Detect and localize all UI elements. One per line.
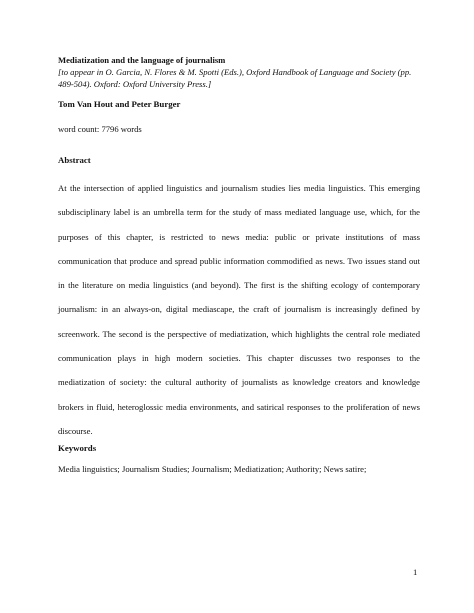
abstract-body: At the intersection of applied linguistics and journalism studies lies media linguistics. This emerging subdisciplinary label is an umbrella term for the study of mass mediated language use, which, for the purposes of this chapter, is restricted to news media: public or private institutions of mass communication that produce and spread public information commodified as news. Two issues stand out in the literature on media linguistics (and beyond). The first is the shifting ecology of contemporary journalism: in an always-on, digital mediascape, the craft of journalism is increasingly defined by screenwork. The second is the perspective of mediatization, which highlights the central role mediated communication plays in high modern societies. This chapter discusses two responses to the mediatization of society: the cultural authority of journalists as knowledge creators and knowledge brokers in fluid, heteroglossic media environments, and satirical responses to the proliferation of news discourse. bbox=[58, 183, 420, 436]
authors: Tom Van Hout and Peter Burger bbox=[58, 99, 181, 109]
keywords-heading: Keywords bbox=[58, 443, 97, 453]
keywords-list: Media linguistics; Journalism Studies; Journalism; Mediatization; Authority; News satire; bbox=[58, 464, 367, 474]
abstract-heading: Abstract bbox=[58, 155, 91, 165]
page-number: 1 bbox=[413, 567, 418, 577]
publication-citation: [to appear in O. Garcia, N. Flores & M. Spotti (Eds.), Oxford Handbook of Language and Society (pp. 489-504). Oxford: Oxford University Press.] bbox=[58, 67, 412, 89]
chapter-title: Mediatization and the language of journalism bbox=[58, 55, 226, 65]
word-count: word count: 7796 words bbox=[58, 124, 142, 134]
